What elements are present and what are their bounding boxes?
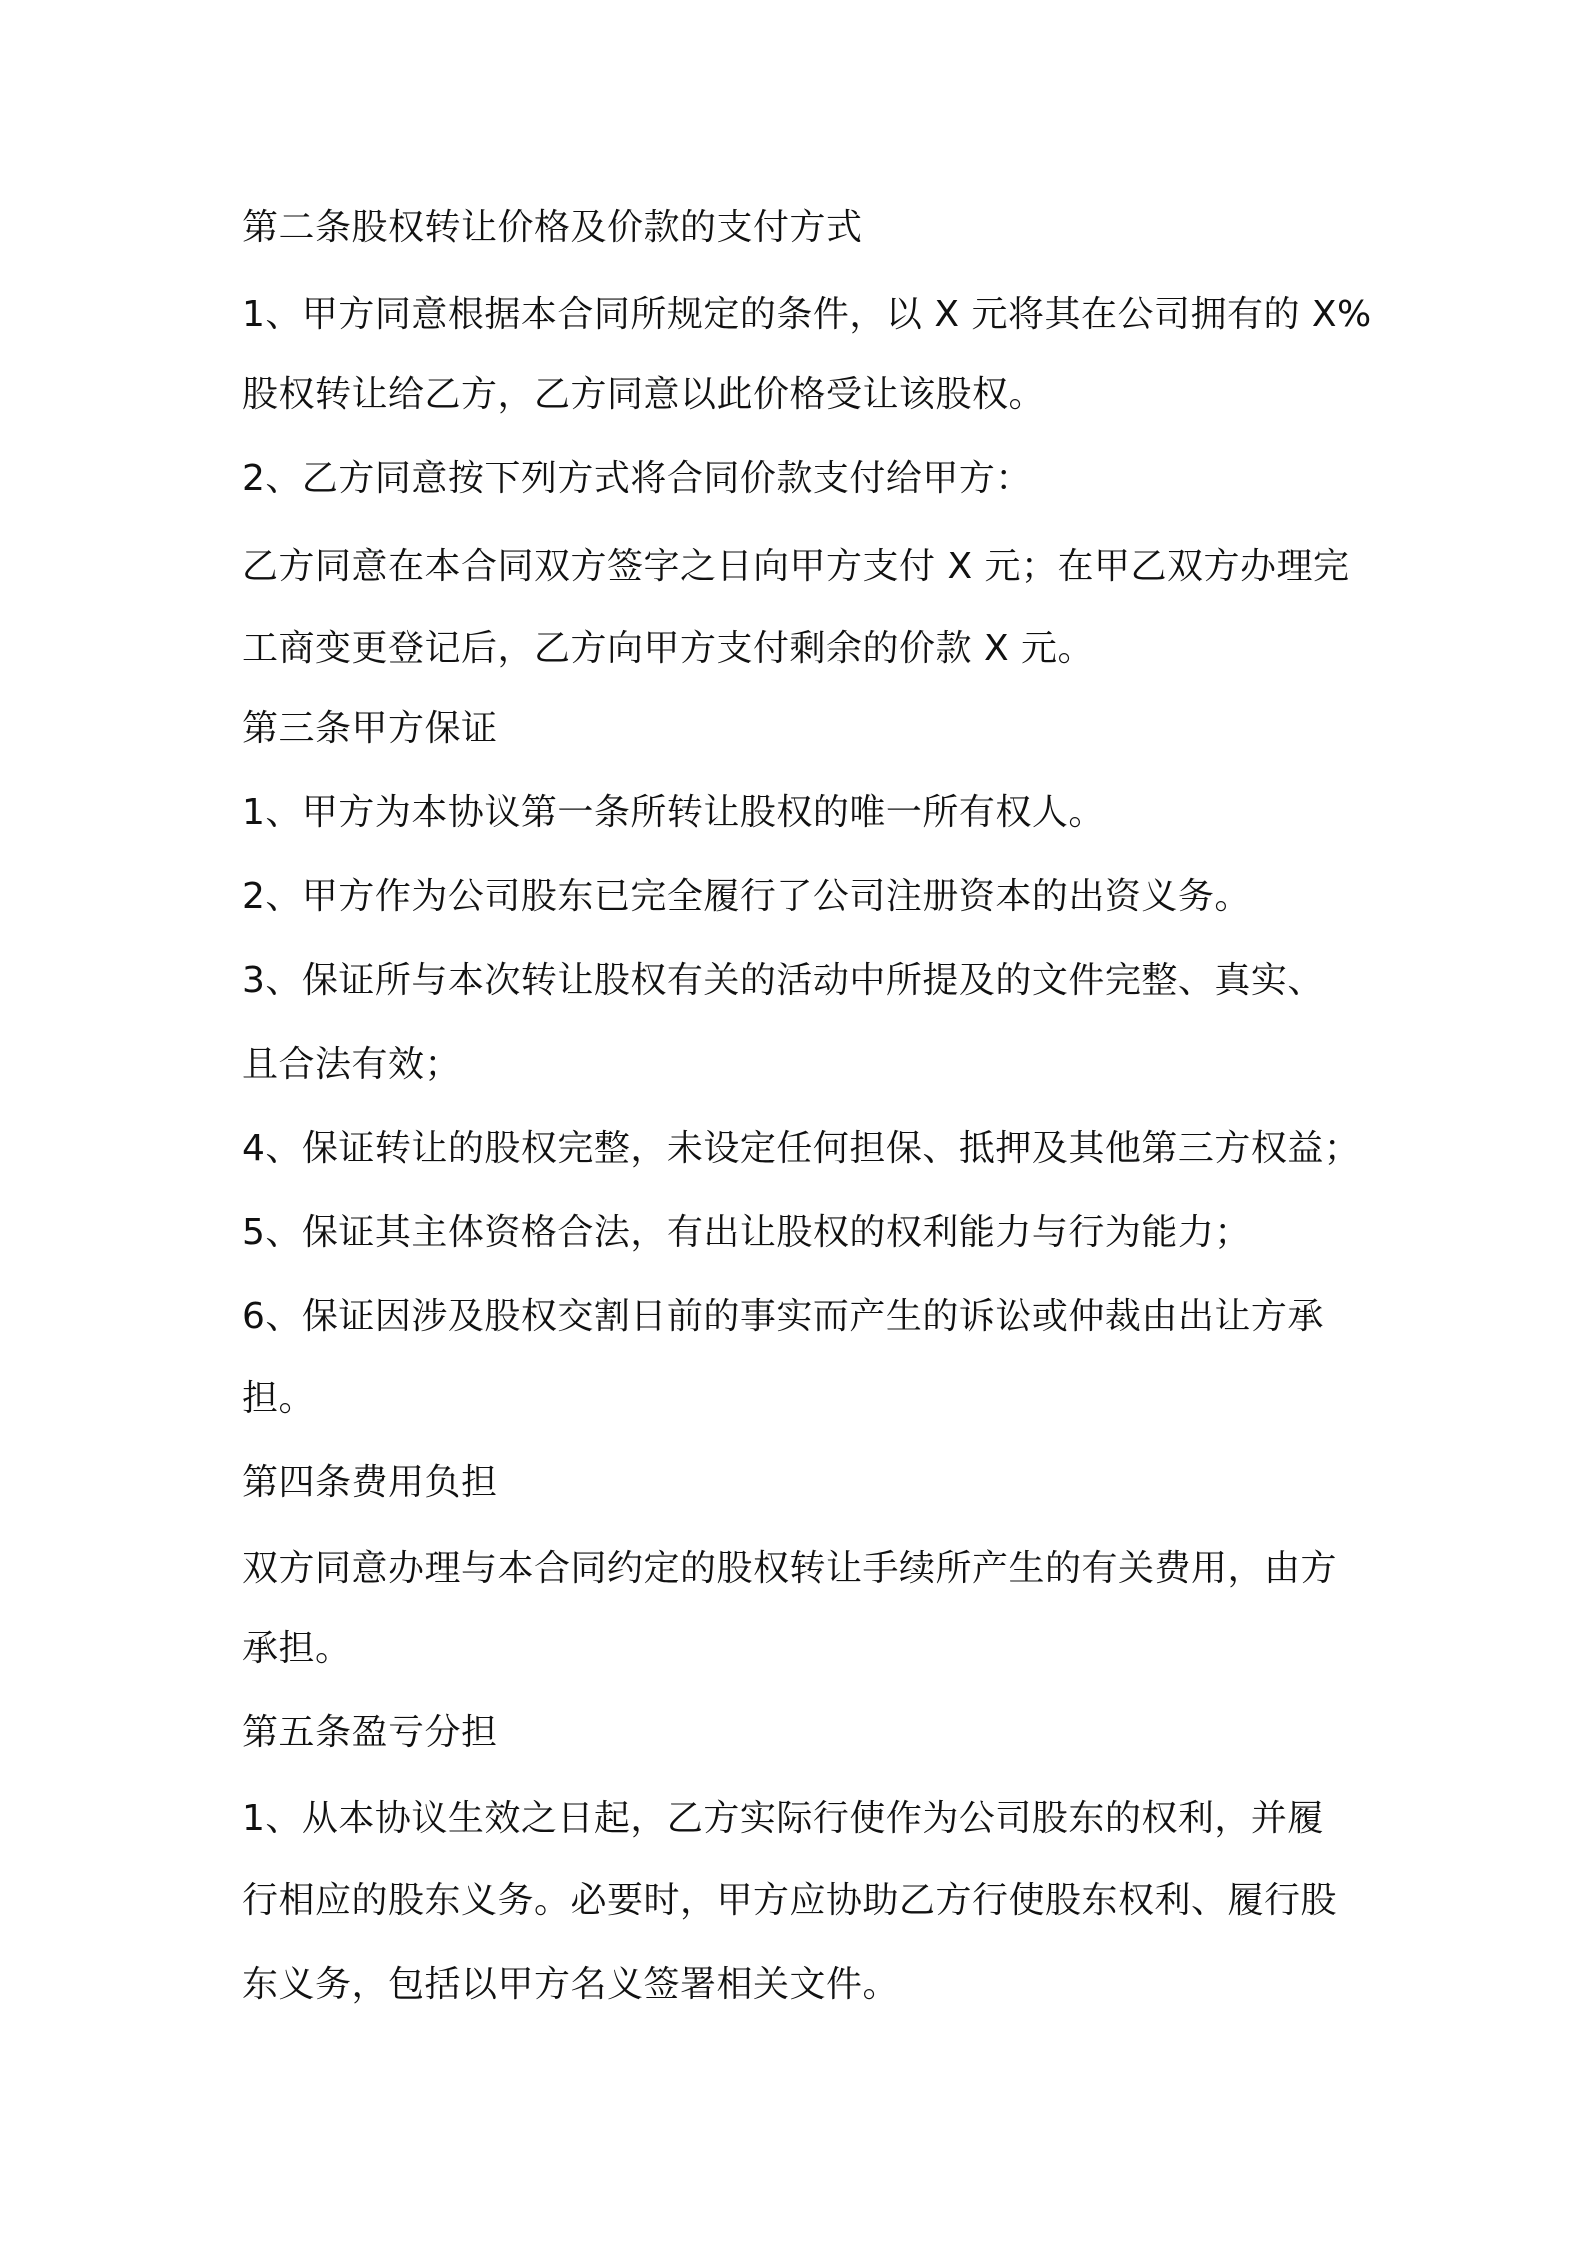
paragraph-line: 担。 <box>242 1378 316 1419</box>
paragraph-line: 且合法有效； <box>242 1044 462 1085</box>
paragraph-line: 承担。 <box>242 1628 352 1669</box>
paragraph-line: 双方同意办理与本合同约定的股权转让手续所产生的有关费用，由方 <box>242 1548 1338 1589</box>
paragraph-line: 1、从本协议生效之日起，乙方实际行使作为公司股东的权利，并履 <box>242 1798 1324 1839</box>
paragraph-line: 2、甲方作为公司股东已完全履行了公司注册资本的出资义务。 <box>242 876 1251 917</box>
paragraph-line: 6、保证因涉及股权交割日前的事实而产生的诉讼或仲裁由出让方承 <box>242 1296 1324 1337</box>
paragraph-line: 工商变更登记后，乙方向甲方支付剩余的价款 X 元。 <box>242 628 1095 669</box>
paragraph-line: 乙方同意在本合同双方签字之日向甲方支付 X 元；在甲乙双方办理完 <box>242 546 1350 587</box>
paragraph-line: 2、乙方同意按下列方式将合同价款支付给甲方： <box>242 458 1032 499</box>
section-heading: 第二条股权转让价格及价款的支付方式 <box>242 207 863 248</box>
paragraph-line: 股权转让给乙方，乙方同意以此价格受让该股权。 <box>242 374 1046 415</box>
paragraph-line: 1、甲方同意根据本合同所规定的条件，以 X 元将其在公司拥有的 X% <box>242 294 1372 335</box>
paragraph-line: 3、保证所与本次转让股权有关的活动中所提及的文件完整、真实、 <box>242 960 1324 1001</box>
section-heading: 第五条盈亏分担 <box>242 1712 498 1753</box>
paragraph-line: 行相应的股东义务。必要时，甲方应协助乙方行使股东权利、履行股 <box>242 1880 1338 1921</box>
paragraph-line: 5、保证其主体资格合法，有出让股权的权利能力与行为能力； <box>242 1212 1251 1253</box>
paragraph-line: 东义务，包括以甲方名义签署相关文件。 <box>242 1964 900 2005</box>
section-heading: 第三条甲方保证 <box>242 708 498 749</box>
paragraph-line: 1、甲方为本协议第一条所转让股权的唯一所有权人。 <box>242 792 1105 833</box>
paragraph-line: 4、保证转让的股权完整，未设定任何担保、抵押及其他第三方权益； <box>242 1128 1361 1169</box>
section-heading: 第四条费用负担 <box>242 1462 498 1503</box>
